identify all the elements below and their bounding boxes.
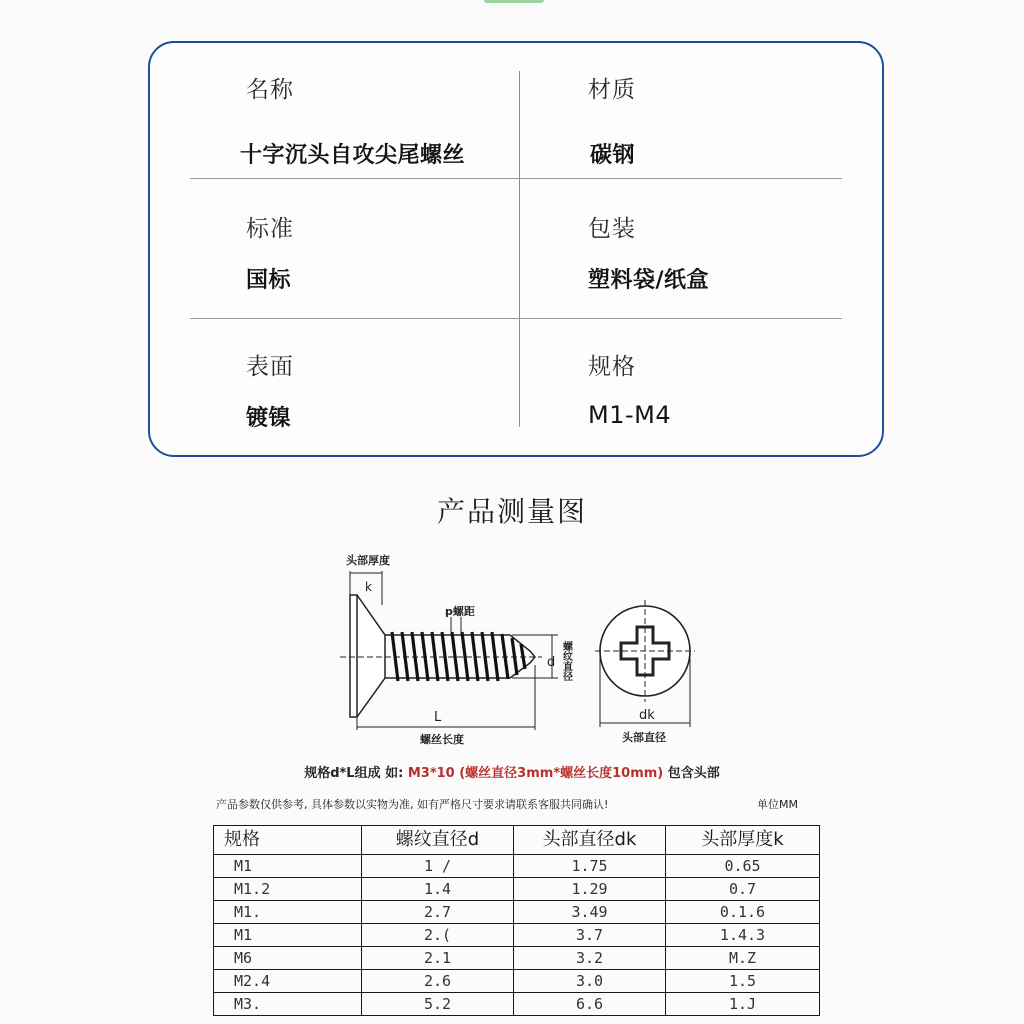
example-suffix: 包含头部	[663, 766, 720, 781]
table-cell: 1.5	[666, 970, 820, 993]
spec-name-value: 十字沉头自攻尖尾螺丝	[240, 143, 466, 168]
spec-divider-row2	[190, 318, 842, 319]
table-header-row	[214, 826, 820, 855]
section-title: 产品测量图	[436, 495, 587, 528]
table-cell: 1 /	[362, 855, 514, 878]
table-cell: 3.2	[514, 947, 666, 970]
pitch-dimension	[451, 617, 461, 633]
table-cell: 2.(	[362, 924, 514, 947]
table-cell: M3.	[214, 993, 362, 1016]
spec-standard-value: 国标	[246, 268, 292, 293]
spec-card	[148, 41, 884, 457]
spec-standard-label: 标准	[246, 216, 294, 242]
table-row	[214, 901, 820, 924]
l-symbol: L	[434, 710, 442, 725]
unit-label: 单位MM	[757, 798, 798, 811]
table-cell: M1.	[214, 901, 362, 924]
column-header-thread-diameter: 螺纹直径d	[362, 826, 514, 855]
dk-symbol: dk	[639, 708, 655, 723]
screw-side-view	[340, 595, 542, 717]
spec-divider-row1	[190, 178, 842, 179]
spec-material	[588, 71, 888, 169]
top-accent-tab	[484, 0, 544, 3]
table-row	[214, 970, 820, 993]
screw-measurement-diagram	[330, 545, 710, 750]
table-cell: M1	[214, 924, 362, 947]
spec-packaging-value: 塑料袋/纸盒	[588, 268, 710, 293]
table-row	[214, 993, 820, 1016]
table-cell: 2.1	[362, 947, 514, 970]
table-cell: M1	[214, 855, 362, 878]
spec-name-label: 名称	[246, 77, 294, 103]
table-cell: 1.75	[514, 855, 666, 878]
table-cell: 2.7	[362, 901, 514, 924]
table-cell: 1.29	[514, 878, 666, 901]
table-cell: 2.6	[362, 970, 514, 993]
example-line	[0, 762, 1024, 781]
table-cell: 6.6	[514, 993, 666, 1016]
spec-name	[240, 71, 546, 169]
d-symbol: d	[547, 655, 556, 670]
table-cell: M.Z	[666, 947, 820, 970]
spec-material-value: 碳钢	[590, 143, 636, 168]
note-text: 产品参数仅供参考, 具体参数以实物为准, 如有严格尺寸要求请联系客服共同确认!	[216, 798, 609, 811]
spec-size	[588, 348, 888, 429]
column-header-size: 规格	[214, 826, 362, 855]
spec-size-label: 规格	[588, 354, 636, 380]
table-cell: 1.4.3	[666, 924, 820, 947]
table-cell: 3.49	[514, 901, 666, 924]
spec-standard	[246, 210, 546, 294]
table-cell: 3.7	[514, 924, 666, 947]
table-cell: M1.2	[214, 878, 362, 901]
table-row	[214, 855, 820, 878]
pitch-label: p螺距	[445, 605, 475, 618]
spec-packaging	[588, 210, 888, 294]
table-cell: M2.4	[214, 970, 362, 993]
head-diameter-label: 头部直径	[622, 731, 666, 744]
table-cell: 1.J	[666, 993, 820, 1016]
example-prefix: 规格d*L组成 如:	[304, 766, 408, 781]
spec-material-label: 材质	[588, 77, 636, 103]
screw-head-top-view	[595, 600, 695, 702]
measurement-table	[213, 825, 820, 1016]
spec-surface-label: 表面	[246, 354, 294, 380]
k-symbol: k	[365, 580, 372, 594]
column-header-head-diameter: 头部直径dk	[514, 826, 666, 855]
head-thickness-label: 头部厚度	[346, 554, 390, 567]
table-cell: 3.0	[514, 970, 666, 993]
table-cell: 0.1.6	[666, 901, 820, 924]
note-line	[216, 796, 816, 812]
table-cell: 0.65	[666, 855, 820, 878]
spec-surface-value: 镀镍	[246, 406, 292, 431]
table-row	[214, 878, 820, 901]
spec-size-value: M1-M4	[588, 401, 672, 429]
thread-diameter-label: 螺纹直径	[560, 641, 572, 681]
table-row	[214, 947, 820, 970]
table-cell: 5.2	[362, 993, 514, 1016]
column-header-head-thickness: 头部厚度k	[666, 826, 820, 855]
table-cell: 0.7	[666, 878, 820, 901]
table-row	[214, 924, 820, 947]
spec-surface	[246, 348, 546, 432]
thread-length-label: 螺丝长度	[420, 733, 464, 746]
spec-packaging-label: 包装	[588, 216, 636, 242]
table-cell: 1.4	[362, 878, 514, 901]
example-highlight: M3*10 (螺丝直径3mm*螺丝长度10mm)	[407, 766, 664, 781]
table-cell: M6	[214, 947, 362, 970]
